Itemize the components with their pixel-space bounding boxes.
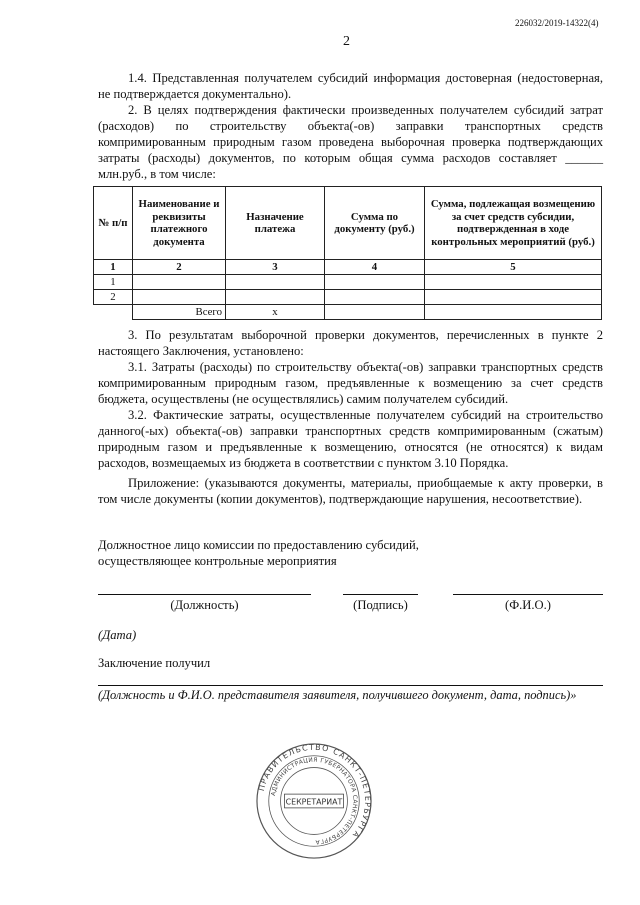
position-line (98, 594, 311, 595)
col-header-number: № п/п (94, 187, 133, 260)
table-cell (133, 275, 226, 290)
section-2-text: 2. В целях подтверждения фактически произведенных получателем субсидий затрат (расходов) по строительству объекта(-ов) заправки транспортных средств компримированным природным газом проведена выборочная проверка подтверждающих затраты (расходы) документов, по которым общая сумма расходов составляет ______ млн.руб., в том числе: (98, 103, 603, 181)
table-cell (325, 290, 425, 305)
svg-text:АДМИНИСТРАЦИЯ ГУБЕРНАТОРА САНК: АДМИНИСТРАЦИЯ ГУБЕРНАТОРА САНКТ-ПЕТЕРБУРГА (270, 757, 358, 845)
col-number: 3 (226, 260, 325, 275)
page-number: 2 (343, 34, 350, 49)
receipt-line (98, 685, 603, 686)
table-row (94, 290, 602, 305)
table-cell (425, 305, 602, 320)
col-header-purpose: Назначение платежа (226, 187, 325, 260)
section-1-4 (98, 70, 603, 102)
total-purpose: x (226, 305, 325, 320)
row-number: 1 (94, 275, 133, 290)
svg-text:ПРАВИТЕЛЬСТВО САНКТ-ПЕТЕРБУРГА: ПРАВИТЕЛЬСТВО САНКТ-ПЕТЕРБУРГА (256, 742, 373, 841)
signature-caption: (Подпись) (353, 598, 408, 612)
column-number-row (94, 260, 602, 275)
expenses-table (93, 186, 602, 320)
receipt-label: Заключение получил (98, 656, 211, 670)
col-number: 2 (133, 260, 226, 275)
total-label: Всего (133, 305, 226, 320)
appendix-text: Приложение: (указываются документы, материалы, приобщаемые к акту проверки, в том числе документы (копии документов), подтверждающие нарушения, несоответствие). (98, 476, 603, 506)
row-number: 2 (94, 290, 133, 305)
table-row (94, 275, 602, 290)
col-number: 5 (425, 260, 602, 275)
table-cell (226, 290, 325, 305)
official-block (98, 537, 603, 569)
col-header-amount: Сумма по документу (руб.) (325, 187, 425, 260)
name-line (453, 594, 603, 595)
table-cell (325, 305, 425, 320)
name-caption: (Ф.И.О.) (505, 598, 551, 612)
document-number: 226032/2019-14322(4) (515, 18, 599, 28)
table-cell (133, 290, 226, 305)
section-1-4-text: 1.4. Представленная получателем субсидий информация достоверная (недостоверная, не подтверждается документально). (98, 71, 603, 101)
section-3-1: 3.1. Затраты (расходы) по строительству объекта(-ов) заправки транспортных средств компримированным природным газом, предъявленные к возмещению за счет средств бюджета, осуществлены (не осуществлялись) самим получателем субсидий. (98, 360, 603, 406)
table-cell (325, 275, 425, 290)
table-cell (94, 305, 133, 320)
receipt-caption: (Должность и Ф.И.О. представителя заявителя, получившего документ, дата, подпись)» (98, 688, 577, 702)
col-header-reimbursable: Сумма, подлежащая возмещению за счет средств субсидии, подтвержденная в ходе контрольных мероприятий (руб.) (425, 187, 602, 260)
section-3-intro: 3. По результатам выборочной проверки документов, перечисленных в пункте 2 настоящего Заключения, установлено: (98, 328, 603, 358)
signature-line (343, 594, 418, 595)
section-3 (98, 327, 603, 471)
col-number: 1 (94, 260, 133, 275)
total-row (94, 305, 602, 320)
secretariat-stamp (255, 742, 373, 860)
official-line-2: осуществляющее контрольные мероприятия (98, 554, 337, 568)
section-2 (98, 102, 603, 182)
table-header-row (94, 187, 602, 260)
svg-text:СЕКРЕТАРИАТ: СЕКРЕТАРИАТ (285, 797, 343, 807)
section-3-2: 3.2. Фактические затраты, осуществленные получателем субсидий на строительство данного(-ых) объекта(-ов) заправки транспортных средств компримированным (сжатым) природным газом и предъявленные к возмещению, относятся (не относятся) к видам расходов, возмещаемых из бюджета в соответствии с пунктом 3.10 Порядка. (98, 408, 603, 470)
position-caption: (Должность) (170, 598, 239, 612)
official-line-1: Должностное лицо комиссии по предоставлению субсидий, (98, 538, 419, 552)
table-cell (226, 275, 325, 290)
col-header-document: Наименование и реквизиты платежного документа (133, 187, 226, 260)
date-caption: (Дата) (98, 628, 137, 642)
appendix (98, 475, 603, 507)
col-number: 4 (325, 260, 425, 275)
table-cell (425, 290, 602, 305)
table-cell (425, 275, 602, 290)
